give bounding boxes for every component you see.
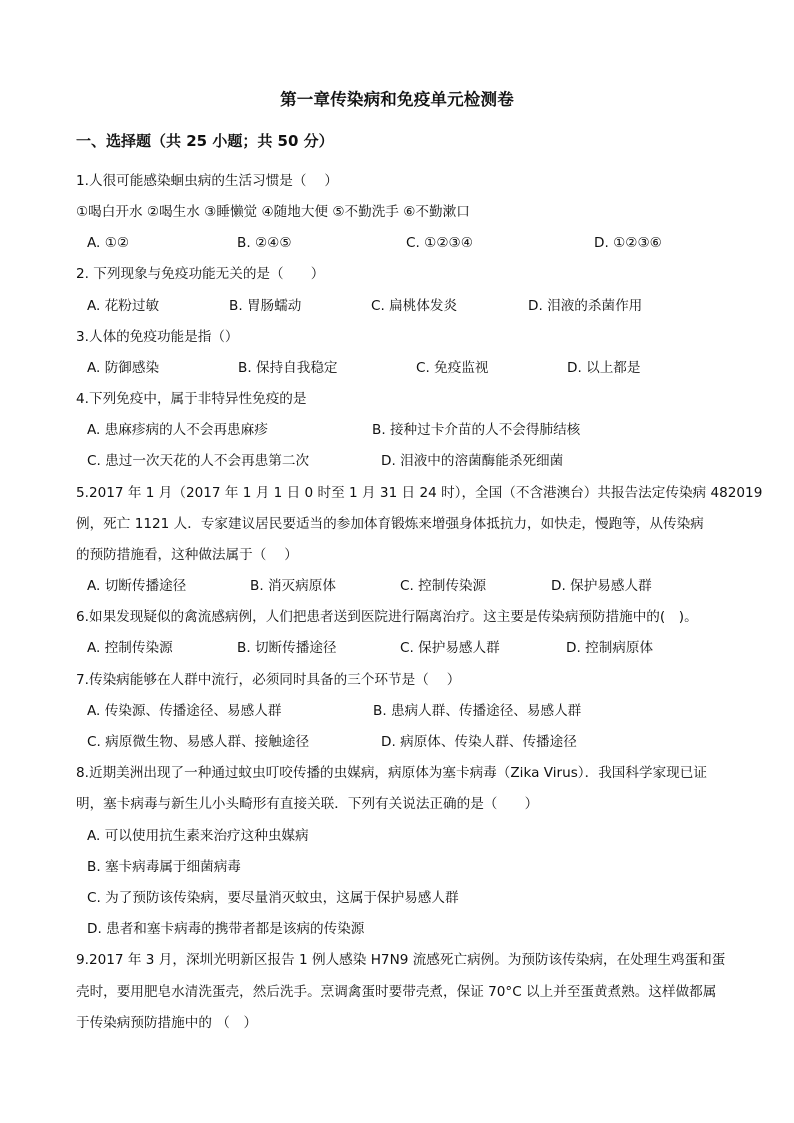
question-9-stem: 9.2017 年 3 月，深圳光明新区报告 1 例人感染 H7N9 流感死亡病例。为预防该传染病，在处理生鸡蛋和蛋 <box>76 952 726 968</box>
question-4-option-b: B. 接种过卡介苗的人不会得肺结核 <box>372 422 581 438</box>
question-5-stem-line-2: 例，死亡 1121 人．专家建议居民要适当的参加体育锻炼来增强身体抵抗力，如快走，慢跑等，从传染病 <box>76 516 704 532</box>
question-1-stem-line-2: ①喝白开水 ②喝生水 ③睡懒觉 ④随地大便 ⑤不勤洗手 ⑥不勤漱口 <box>76 204 470 220</box>
question-7-option-b: B. 患病人群、传播途径、易感人群 <box>373 703 582 719</box>
question-2-option-c: C. 扁桃体发炎 <box>371 298 458 314</box>
question-8-option-c: C. 为了预防该传染病，要尽量消灭蚊虫，这属于保护易感人群 <box>87 890 459 906</box>
question-1-stem: 1.人很可能感染蛔虫病的生活习惯是（ ） <box>76 173 338 189</box>
question-2-option-b: B. 胃肠蠕动 <box>229 298 302 314</box>
question-3-option-d: D. 以上都是 <box>567 360 641 376</box>
question-1-option-d: D. ①②③⑥ <box>594 235 662 251</box>
question-6-option-c: C. 保护易感人群 <box>400 640 500 656</box>
question-1-option-a: A. ①② <box>87 235 130 251</box>
question-4-option-a: A. 患麻疹病的人不会再患麻疹 <box>87 422 268 438</box>
question-7-option-d: D. 病原体、传染人群、传播途径 <box>381 734 577 750</box>
question-5-option-b: B. 消灭病原体 <box>250 578 336 594</box>
question-3-option-c: C. 免疫监视 <box>416 360 489 376</box>
question-7-option-a: A. 传染源、传播途径、易感人群 <box>87 703 282 719</box>
question-4-option-c: C. 患过一次天花的人不会再患第二次 <box>87 453 310 469</box>
question-8-stem-line-2: 明，塞卡病毒与新生儿小头畸形有直接关联．下列有关说法正确的是（ ） <box>76 796 539 812</box>
question-2-option-d: D. 泪液的杀菌作用 <box>528 298 643 314</box>
question-7-option-c: C. 病原微生物、易感人群、接触途径 <box>87 734 310 750</box>
question-6-option-b: B. 切断传播途径 <box>237 640 337 656</box>
question-5-stem: 5.2017 年 1 月（2017 年 1 月 1 日 0 时至 1 月 31 日 24 时），全国（不含港澳台）共报告法定传染病 482019 <box>76 485 763 501</box>
question-8-option-a: A. 可以使用抗生素来治疗这种虫媒病 <box>87 828 309 844</box>
question-1-option-c: C. ①②③④ <box>406 235 473 251</box>
question-8-stem: 8.近期美洲出现了一种通过蚊虫叮咬传播的虫媒病，病原体为塞卡病毒（Zika Virus）．我国科学家现已证 <box>76 765 707 781</box>
question-4-stem: 4.下列免疫中，属于非特异性免疫的是 <box>76 391 307 407</box>
section-heading: 一、选择题（共 25 小题；共 50 分） <box>76 132 334 150</box>
question-2-option-a: A. 花粉过敏 <box>87 298 160 314</box>
question-6-option-a: A. 控制传染源 <box>87 640 173 656</box>
question-3-option-a: A. 防御感染 <box>87 360 160 376</box>
question-5-option-d: D. 保护易感人群 <box>551 578 652 594</box>
question-6-option-d: D. 控制病原体 <box>566 640 654 656</box>
question-4-option-d: D. 泪液中的溶菌酶能杀死细菌 <box>381 453 564 469</box>
question-9-stem-line-3: 于传染病预防措施中的 （ ） <box>76 1015 258 1031</box>
page-title: 第一章传染病和免疫单元检测卷 <box>280 90 514 109</box>
question-1-option-b: B. ②④⑤ <box>237 235 292 251</box>
question-5-option-c: C. 控制传染源 <box>400 578 487 594</box>
question-2-stem: 2. 下列现象与免疫功能无关的是（ ） <box>76 266 325 282</box>
question-5-option-a: A. 切断传播途径 <box>87 578 187 594</box>
question-5-stem-line-3: 的预防措施看，这种做法属于（ ） <box>76 547 298 563</box>
question-8-option-d: D. 患者和塞卡病毒的携带者都是该病的传染源 <box>87 921 365 937</box>
question-9-stem-line-2: 壳时，要用肥皂水清洗蛋壳，然后洗手。烹调禽蛋时要带壳煮，保证 70°C 以上并至蛋黄煮熟。这样做都属 <box>76 984 717 1000</box>
question-7-stem: 7.传染病能够在人群中流行，必须同时具备的三个环节是（ ） <box>76 672 461 688</box>
question-3-option-b: B. 保持自我稳定 <box>238 360 338 376</box>
question-6-stem: 6.如果发现疑似的禽流感病例，人们把患者送到医院进行隔离治疗。这主要是传染病预防措施中的( )。 <box>76 609 698 625</box>
question-8-option-b: B. 塞卡病毒属于细菌病毒 <box>87 859 241 875</box>
question-3-stem: 3.人体的免疫功能是指（） <box>76 329 239 345</box>
